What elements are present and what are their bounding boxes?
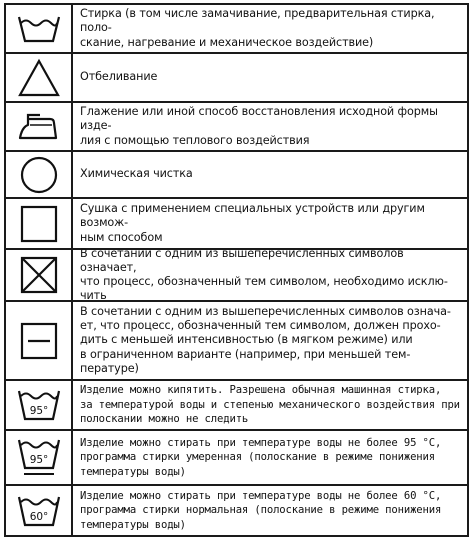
table-row: [6, 103, 467, 152]
row-text-cell: [73, 246, 467, 303]
icon-cell: [6, 381, 73, 429]
circle-icon: [19, 155, 59, 195]
table-row: [6, 5, 467, 54]
icon-cell: [6, 431, 73, 484]
table-row: [6, 152, 467, 199]
iron-icon: [16, 111, 62, 143]
row-text-cell: [73, 199, 467, 248]
row-text-cell: [73, 152, 467, 197]
icon-cell: [6, 199, 73, 248]
triangle-icon: [17, 58, 61, 98]
temperature-badge: 95°: [29, 405, 48, 417]
row-text-cell: [73, 103, 467, 150]
crossed-square-icon: [19, 255, 59, 295]
temperature-badge: 60°: [29, 510, 48, 523]
row-text-cell: [73, 431, 467, 484]
row-description: Изделие можно кипятить. Разрешена обычная машинная стирка, за температурой воды и степенью механического воздействия при полоскании можно не следить: [80, 384, 460, 426]
bar-icon: [19, 321, 59, 361]
row-description: В сочетании с одним из вышеперечисленных символов означает, что процесс, обозначенный тем символом, необходимо исклю- чить: [80, 246, 448, 303]
icon-cell: [6, 302, 73, 379]
table-row: [6, 199, 467, 250]
temperature-badge: 95°: [29, 453, 48, 466]
row-description: Химическая чистка: [80, 167, 193, 181]
icon-cell: [6, 54, 73, 101]
washing-tub-95-bar-icon: [16, 437, 62, 479]
row-description: Сушка с применением специальных устройств или другим возмож- ным способом: [80, 202, 425, 244]
table-row: [6, 486, 467, 535]
table-row: [6, 246, 467, 303]
row-description: Стирка (в том числе замачивание, предварительная стирка, поло- скание, нагревание и механическое воздействие): [80, 7, 435, 49]
row-text-cell: [73, 302, 467, 379]
icon-cell: [6, 5, 73, 52]
square-icon: [19, 204, 59, 244]
row-text-cell: [73, 381, 467, 429]
row-text-cell: [73, 54, 467, 101]
icon-cell: [6, 486, 73, 535]
icon-cell: [6, 250, 73, 300]
row-text-cell: [73, 5, 467, 52]
table-row: [6, 431, 467, 486]
row-description: Глажение или иной способ восстановления исходной формы изде- лия с помощью теплового воздействия: [80, 105, 438, 147]
table-row: [6, 302, 467, 381]
washing-tub-95-icon: [16, 388, 62, 422]
row-description: Изделие можно стирать при температуре воды не более 60 °С, программа стирки нормальная (полоскание в режиме понижения температуры воды): [80, 489, 442, 531]
icon-cell: [6, 103, 73, 150]
table-row: [6, 54, 467, 103]
row-description: Отбеливание: [80, 70, 158, 84]
washing-tub-icon: [16, 14, 62, 44]
table-row: [6, 381, 467, 431]
icon-cell: [6, 152, 73, 197]
row-description: Изделие можно стирать при температуре воды не более 95 °С, программа стирки умеренная (полоскание в режиме понижения температуры воды): [80, 436, 442, 478]
row-description: В сочетании с одним из вышеперечисленных символов означа- ет, что процесс, обозначенный тем символом, должен прохо- дить с меньшей интенсивностью (в мягком режиме) или в ограниченном варианте (например, при меньшей тем- пературе): [80, 304, 451, 375]
washing-tub-60-icon: [16, 494, 62, 528]
row-text-cell: [73, 486, 467, 535]
care-symbols-table: [4, 3, 469, 537]
